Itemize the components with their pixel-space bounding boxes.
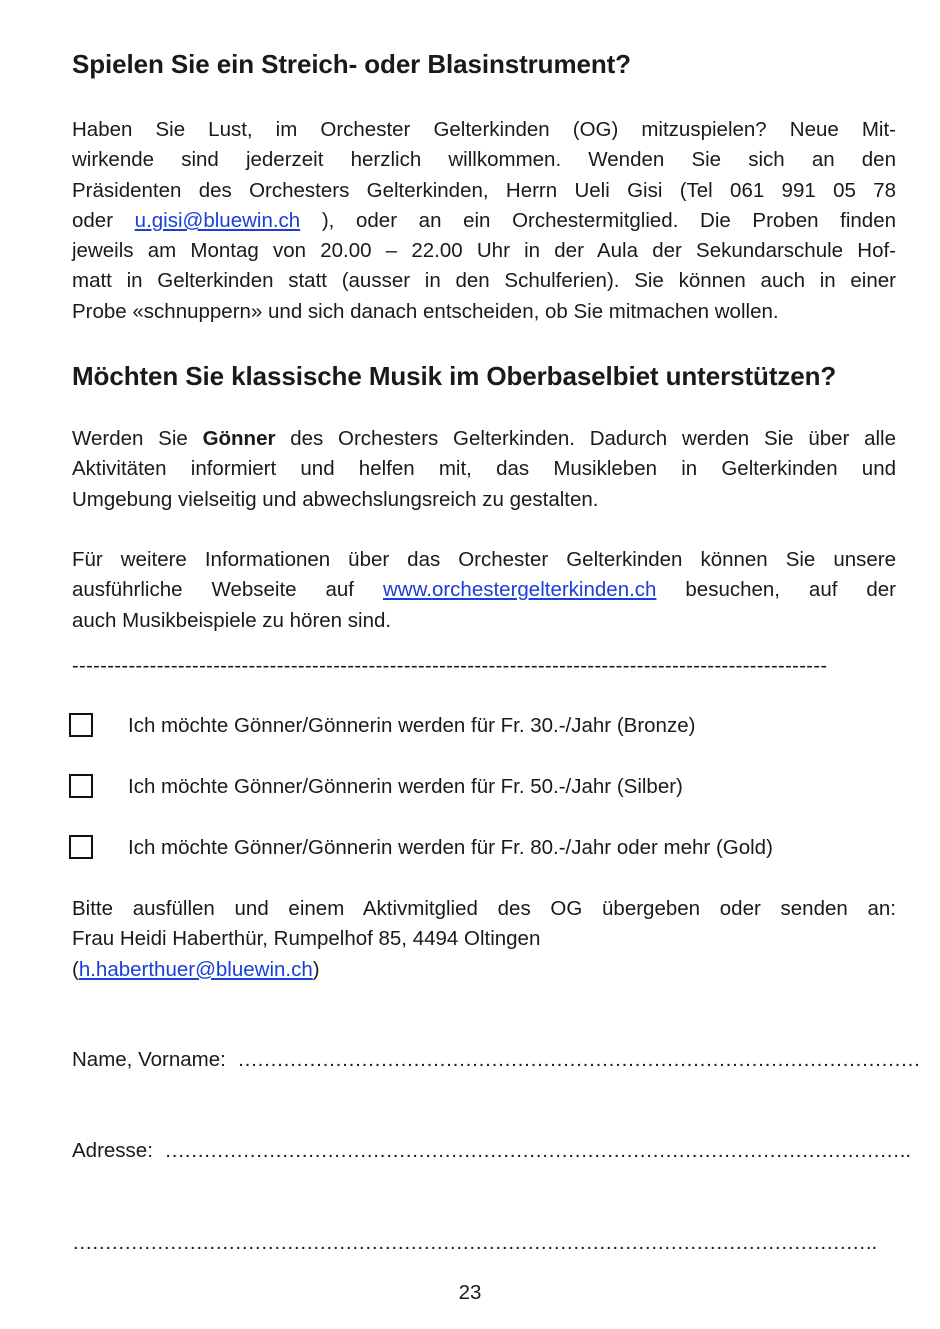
checkbox-bronze[interactable] xyxy=(69,713,93,737)
cut-line-separator: ----------------------------------------------------------------------------------------------------------- xyxy=(72,655,828,677)
email-link-haberthuer[interactable]: h.haberthuer@bluewin.ch xyxy=(78,957,313,981)
patron-paragraph xyxy=(72,424,896,515)
option-label: Ich möchte Gönner/Gönnerin werden für Fr. 80.-/Jahr oder mehr (Gold) xyxy=(128,836,773,859)
info-paragraph xyxy=(72,545,896,636)
name-field-line[interactable]: …………………………………………………………………………………………… xyxy=(237,1048,920,1071)
checkbox-silver[interactable] xyxy=(69,774,93,798)
patron-option-bronze[interactable] xyxy=(72,711,896,743)
website-link[interactable]: www.orchestergelterkinden.ch xyxy=(382,578,657,602)
section-heading-support: Möchten Sie klassische Musik im Oberbaselbiet unterstützen? xyxy=(72,361,837,391)
text-fragment: Werden Sie xyxy=(72,427,188,450)
paragraph-line xyxy=(72,575,896,605)
address-line: Frau Heidi Haberthür, Rumpelhof 85, 4494 Oltingen xyxy=(72,927,541,951)
paragraph-line xyxy=(72,206,896,236)
text-fragment: besuchen, auf der xyxy=(685,578,897,602)
patron-option-gold[interactable] xyxy=(72,833,896,865)
paragraph-line: Für weitere Informationen über das Orchester Gelterkinden können Sie unsere xyxy=(72,548,896,571)
address-extra-line[interactable]: ……………………………………………………………………………………………………………. xyxy=(72,1231,877,1254)
paragraph-line: Präsidenten des Orchesters Gelterkinden, Herrn Ueli Gisi (Tel 061 991 05 78 xyxy=(72,178,896,202)
page-number: 23 xyxy=(458,1281,482,1304)
text-fragment: ) xyxy=(312,957,320,981)
option-label: Ich möchte Gönner/Gönnerin werden für Fr. 50.-/Jahr (Silber) xyxy=(128,775,683,798)
intro-paragraph xyxy=(72,115,896,327)
paragraph-line: Bitte ausfüllen und einem Aktivmitglied des OG übergeben oder senden an: xyxy=(72,897,896,920)
paragraph-line: Umgebung vielseitig und abwechslungsreich zu gestalten. xyxy=(72,487,599,511)
text-fragment: oder xyxy=(72,208,114,232)
address-field-label: Adresse: xyxy=(72,1139,153,1162)
text-fragment: des Orchesters Gelterkinden. Dadurch werden Sie über alle xyxy=(290,427,897,450)
paragraph-line: Haben Sie Lust, im Orchester Gelterkinden (OG) mitzuspielen? Neue Mit- xyxy=(72,118,896,141)
name-field-label: Name, Vorname: xyxy=(72,1048,226,1071)
instructions-paragraph xyxy=(72,894,896,985)
paragraph-line: matt in Gelterkinden statt (ausser in den Schulferien). Sie können auch in einer xyxy=(72,269,896,293)
address-field-line[interactable]: ……………………………………………………………………………………………………. xyxy=(164,1139,911,1162)
paragraph-line: jeweils am Montag von 20.00 – 22.00 Uhr in der Aula der Sekundarschule Hof- xyxy=(72,239,896,263)
address-field[interactable] xyxy=(72,1136,911,1166)
paragraph-line: auch Musikbeispiele zu hören sind. xyxy=(72,608,392,632)
name-field[interactable] xyxy=(72,1045,920,1075)
email-link-gisi[interactable]: u.gisi@bluewin.ch xyxy=(134,208,301,232)
paragraph-line xyxy=(72,955,896,985)
option-label: Ich möchte Gönner/Gönnerin werden für Fr. 30.-/Jahr (Bronze) xyxy=(128,714,696,737)
address-field-extra[interactable] xyxy=(72,1228,896,1258)
text-fragment: ausführliche Webseite auf xyxy=(72,578,355,602)
text-fragment: ( xyxy=(72,957,79,981)
text-fragment: ), oder an ein Orchestermitglied. Die Proben finden xyxy=(321,208,897,232)
bold-term: Gönner xyxy=(202,427,276,450)
paragraph-line xyxy=(72,424,896,454)
paragraph-line: Aktivitäten informiert und helfen mit, das Musikleben in Gelterkinden und xyxy=(72,457,896,481)
paragraph-line: wirkende sind jederzeit herzlich willkommen. Wenden Sie sich an den xyxy=(72,148,896,172)
section-heading-instrument: Spielen Sie ein Streich- oder Blasinstrument? xyxy=(72,49,631,79)
patron-option-silver[interactable] xyxy=(72,772,896,804)
paragraph-line: Probe «schnuppern» und sich danach entscheiden, ob Sie mitmachen wollen. xyxy=(72,299,779,323)
checkbox-gold[interactable] xyxy=(69,835,93,859)
